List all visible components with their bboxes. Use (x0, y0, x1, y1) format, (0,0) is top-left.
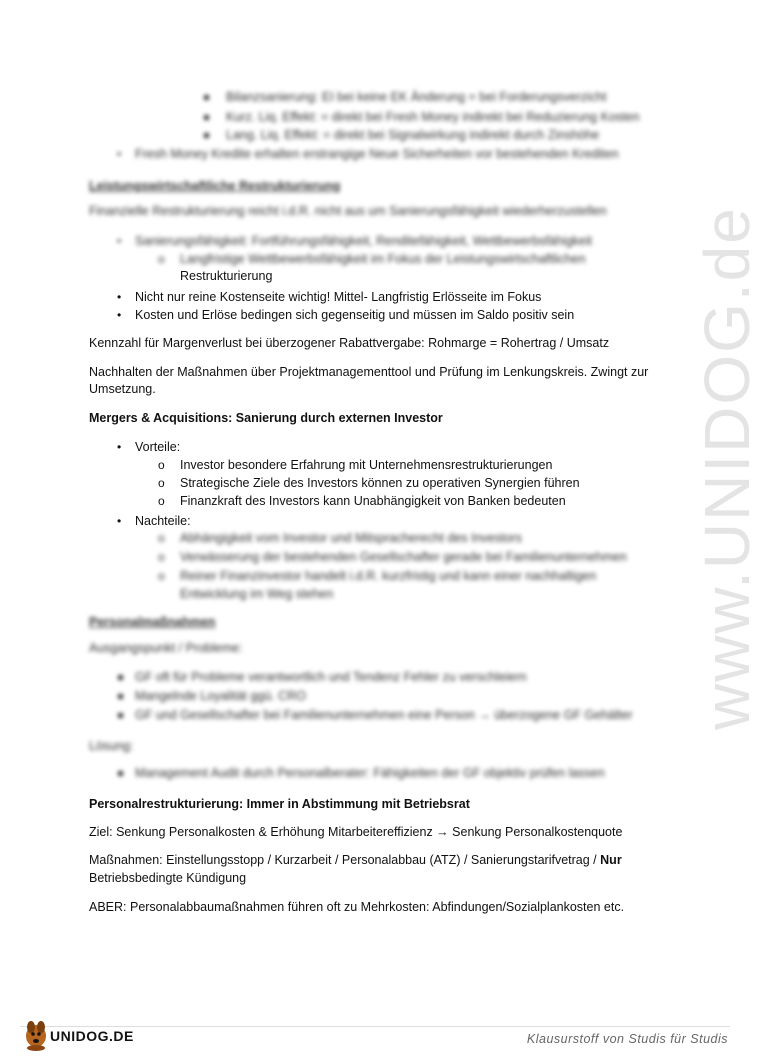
bullet-circle: o (158, 550, 165, 564)
blurred-line: Bilanzsanierung: EI bei keine EK Änderung = bei Forderungsverzicht (226, 90, 607, 104)
paragraph-nachhalten: Nachhalten der Maßnahmen über Projektmanagementtool und Prüfung im Lenkungskreis. Zwingt zur (89, 365, 649, 379)
bullet-circle: o (158, 531, 165, 545)
paragraph-kennzahl: Kennzahl für Margenverlust bei überzogener Rabattvergabe: Rohmarge = Rohertrag / Umsatz (89, 336, 610, 350)
nachteile-label: Nachteile: (135, 514, 191, 528)
paragraph-aber: ABER: Personalabbaumaßnahmen führen oft zu Mehrkosten: Abfindungen/Sozialplankosten etc. (89, 900, 625, 914)
blurred-line: Langfristige Wettbewerbsfähigkeit im Fokus der Leistungswirtschaftlichen (180, 252, 586, 266)
bullet-square (118, 713, 123, 718)
logo-text: UNIDOG.DE (50, 1028, 134, 1044)
heading-mergers-acquisitions: Mergers & Acquisitions: Sanierung durch externen Investor (89, 411, 443, 425)
blurred-line: Ausgangspunkt / Probleme: (89, 641, 243, 655)
vorteil-item: Finanzkraft des Investors kann Unabhängigkeit von Banken bedeuten (180, 494, 566, 508)
blurred-heading: Personalmaßnahmen (89, 615, 216, 629)
bullet-circle: o (158, 494, 165, 508)
blurred-line: Lösung: (89, 739, 134, 753)
bullet-text: Nicht nur reine Kostenseite wichtig! Mittel- Langfristig Erlösseite im Fokus (135, 290, 542, 304)
bullet-dot: • (117, 147, 122, 161)
heading-personalrestrukturierung: Personalrestrukturierung: Immer in Abstimmung mit Betriebsrat (89, 797, 470, 811)
blurred-line: Management Audit durch Personalberater: Fähigkeiten der GF objektiv prüfen lassen (135, 766, 605, 780)
blurred-line: Kurz. Liq. Effekt: = direkt bei Fresh Money indirekt bei Reduzierung Kosten (226, 110, 640, 124)
vorteil-item: Investor besondere Erfahrung mit Unternehmensrestrukturierungen (180, 458, 553, 472)
paragraph-nachhalten-cont: Umsetzung. (89, 382, 156, 396)
blurred-line: Sanierungsfähigkeit: Fortführungsfähigkeit, Renditefähigkeit, Wettbewerbsfähigkeit (135, 234, 592, 248)
blurred-line: Abhängigkeit vom Investor und Mitspracherecht des Investors (180, 531, 522, 545)
blurred-line: GF und Gesellschafter bei Familienunternehmen eine Person → überzogene GF Gehälter (135, 708, 633, 722)
paragraph-ziel: Ziel: Senkung Personalkosten & Erhöhung Mitarbeitereffizienz → Senkung Personalkostenquote (89, 825, 623, 839)
bullet-square (204, 115, 209, 120)
blurred-line: Reiner Finanzinvestor handelt i.d.R. kurzfristig und kann einer nachhaltigen (180, 569, 597, 583)
blurred-line: Fresh Money Kredite erhalten erstrangige Neue Sicherheiten vor bestehenden Krediten (135, 147, 619, 161)
bullet-square (204, 133, 209, 138)
bullet-square (118, 694, 123, 699)
bullet-dot: • (117, 290, 122, 304)
vorteile-label: Vorteile: (135, 440, 181, 454)
bullet-dot: • (117, 308, 122, 322)
bullet-text: Kosten und Erlöse bedingen sich gegenseitig und müssen im Saldo positiv sein (135, 308, 575, 322)
blurred-heading: Leistungswirtschaftliche Restrukturierung (89, 179, 341, 193)
bullet-square (118, 771, 123, 776)
blurred-line: Mangelnde Loyalität ggü. CRO (135, 689, 306, 703)
blurred-line: Finanzielle Restrukturierung reicht i.d.R. nicht aus um Sanierungsfähigkeit wiederherzustellen (89, 204, 607, 218)
bullet-dot: • (117, 514, 122, 528)
restrukturierung-continued: Restrukturierung (180, 269, 273, 283)
watermark: www.UNIDOG.de (691, 206, 763, 730)
blurred-line: Verwässerung der bestehenden Gesellschafter gerade bei Familienunternehmen (180, 550, 627, 564)
vorteil-item: Strategische Ziele des Investors können zu operativen Synergien führen (180, 476, 580, 490)
massnahmen-bold: Nur (600, 853, 622, 867)
bullet-square (204, 95, 209, 100)
paragraph-massnahmen (89, 852, 622, 868)
paragraph-massnahmen-cont: Betriebsbedingte Kündigung (89, 871, 247, 885)
footer-tagline: Klausurstoff von Studis für Studis (526, 1032, 728, 1046)
blurred-line: GF oft für Probleme verantwortlich und Tendenz Fehler zu verschleiern (135, 670, 527, 684)
bullet-circle: o (158, 476, 165, 490)
bullet-dot: • (117, 440, 122, 454)
bullet-circle: o (158, 569, 165, 583)
bullet-dot: • (117, 234, 122, 248)
bullet-circle: o (158, 252, 165, 266)
bullet-circle: o (158, 458, 165, 472)
massnahmen-text: Maßnahmen: Einstellungsstopp / Kurzarbeit / Personalabbau (ATZ) / Sanierungstarifvetrag / (89, 853, 597, 867)
bullet-square (118, 675, 123, 680)
blurred-line: Entwicklung im Weg stehen (180, 587, 334, 601)
blurred-line: Lang. Liq. Effekt: = direkt bei Signalwirkung indirekt durch Zinshöhe (226, 128, 600, 142)
